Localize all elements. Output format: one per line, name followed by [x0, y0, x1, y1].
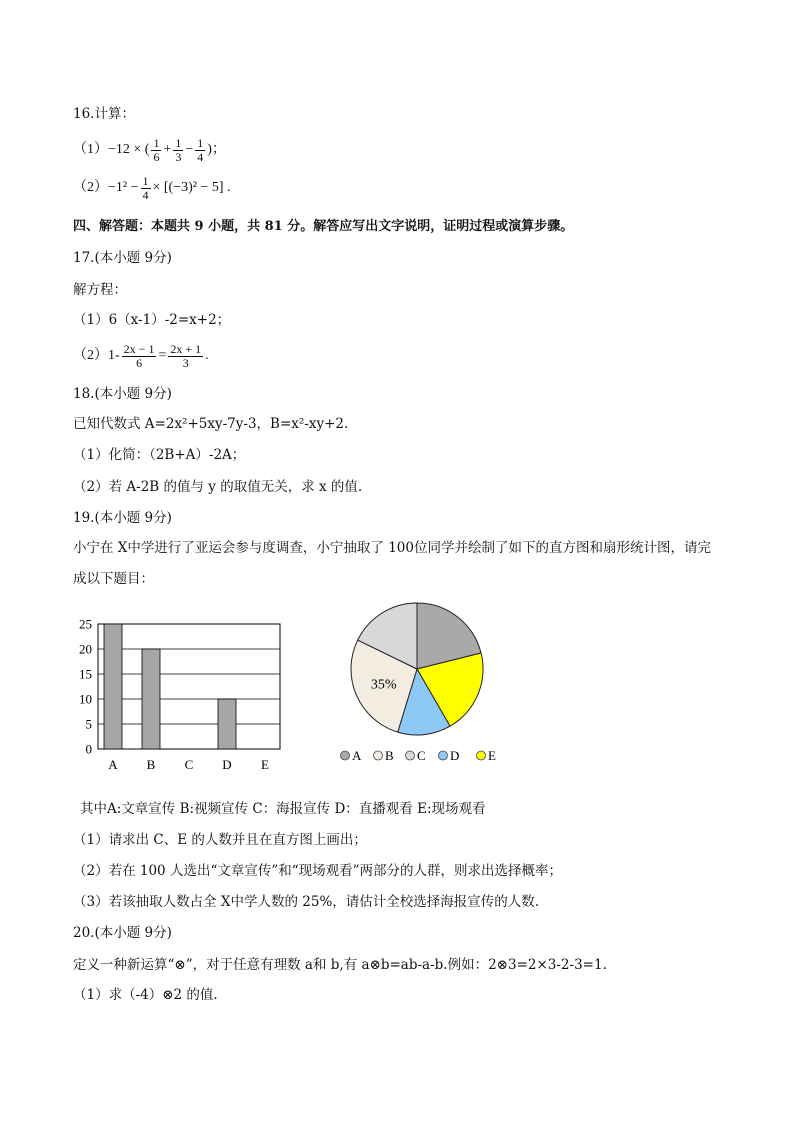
legend-label: B — [385, 748, 394, 763]
legend-label: C — [417, 748, 426, 763]
q16-title: 16.计算： — [73, 106, 135, 122]
q17-intro: 解方程： — [73, 282, 127, 298]
legend-label: A — [352, 748, 362, 763]
section-heading: 四、解答题：本题共 9 小题，共 81 分。解答应写出文字说明，证明过程或演算步骤。 — [73, 219, 574, 234]
equals-sign: = — [158, 348, 167, 363]
y-tick-label: 10 — [79, 691, 92, 707]
legend-label: E — [488, 748, 496, 763]
bar-A — [104, 624, 122, 749]
y-tick-label: 5 — [85, 716, 92, 732]
legend-marker-B — [374, 751, 383, 760]
bar-chart — [70, 612, 300, 782]
bar-B — [142, 649, 160, 749]
q17-part1: （1）6（x-1）-2=x+2； — [73, 312, 231, 328]
pie-chart — [330, 595, 530, 775]
minus-sign: − — [185, 142, 194, 157]
q19-part3: （3）若该抽取人数占全 X中学人数的 25%，请估计全校选择海报宣传的人数. — [73, 894, 540, 910]
q18-title: 18.(本小题 9分) — [73, 386, 172, 402]
q16-part1 — [73, 136, 226, 164]
fraction: $\frac{1}{4}$ — [197, 135, 204, 164]
legend-label: D — [450, 748, 460, 763]
q18-given: 已知代数式 A=2x²+5xy-7y-3，B=x²-xy+2. — [73, 416, 349, 432]
q18-part1: （1）化简：（2B+A）-2A； — [73, 447, 246, 463]
x-tick-label: D — [222, 757, 232, 772]
q16-part1-post: )； — [207, 142, 226, 157]
q16-part2-post: × [(−3)² − 5] . — [152, 180, 231, 195]
q17-part2-label: （2）1- — [73, 348, 120, 363]
period: . — [205, 348, 209, 363]
q18-part2: （2）若 A-2B 的值与 y 的取值无关，求 x 的值. — [73, 479, 363, 495]
q19-legend-note: 其中A:文章宣传 B:视频宣传 C：海报宣传 D：直播观看 E:现场观看 — [80, 801, 486, 817]
x-tick-label: E — [261, 757, 269, 772]
pie-value-label: 35% — [370, 677, 397, 693]
q19-part1: （1）请求出 C、E 的人数并且在直方图上画出； — [73, 832, 367, 848]
fraction: $\frac{1}{3}$ — [175, 135, 182, 164]
q16-part2-pre: −1² − — [108, 180, 139, 195]
x-tick-label: B — [146, 757, 156, 772]
bar-D — [218, 699, 236, 749]
legend-marker-C — [406, 751, 415, 760]
y-tick-label: 20 — [79, 641, 92, 657]
y-tick-label: 0 — [85, 741, 92, 757]
fraction: $\frac{1}{4}$ — [142, 173, 149, 202]
x-tick-label: C — [184, 757, 194, 772]
q17-title: 17.(本小题 9分) — [73, 250, 172, 266]
q20-part1: （1）求（-4）⊗2 的值. — [73, 987, 218, 1003]
q19-title: 19.(本小题 9分) — [73, 510, 172, 526]
q19-part2: （2）若在 100 人选出“文章宣传”和“现场观看”两部分的人群，则求出选择概率； — [73, 863, 563, 879]
q19-intro: 小宁在 X中学进行了亚运会参与度调查，小宁抽取了 100位同学并绘制了如下的直方图和扇形统计图，请完成以下题目： — [73, 540, 711, 587]
fraction: $\frac{2x + 1}{3}$ — [170, 341, 202, 370]
y-tick-label: 15 — [79, 666, 92, 682]
plot-frame — [98, 624, 280, 749]
q16-part1-label: （1） — [73, 142, 108, 157]
q16-part1-pre: −12 × ( — [108, 142, 150, 157]
q16-part2 — [73, 174, 231, 202]
q20-title: 20.(本小题 9分) — [73, 925, 172, 941]
y-tick-label: 25 — [79, 616, 92, 632]
plus-sign: + — [163, 142, 172, 157]
legend-marker-E — [477, 751, 486, 760]
x-tick-label: A — [108, 757, 118, 772]
q16-part2-label: （2） — [73, 180, 108, 195]
legend-marker-A — [341, 751, 350, 760]
q20-definition: 定义一种新运算“⊗”，对于任意有理数 a和 b,有 a⊗b=ab-a-b.例如：2⊗3=2×3-2-3=1. — [73, 957, 607, 973]
legend-marker-D — [439, 751, 448, 760]
q17-part2 — [73, 339, 209, 373]
fraction: $\frac{1}{6}$ — [153, 135, 160, 164]
fraction: $\frac{2x - 1}{6}$ — [123, 341, 155, 370]
